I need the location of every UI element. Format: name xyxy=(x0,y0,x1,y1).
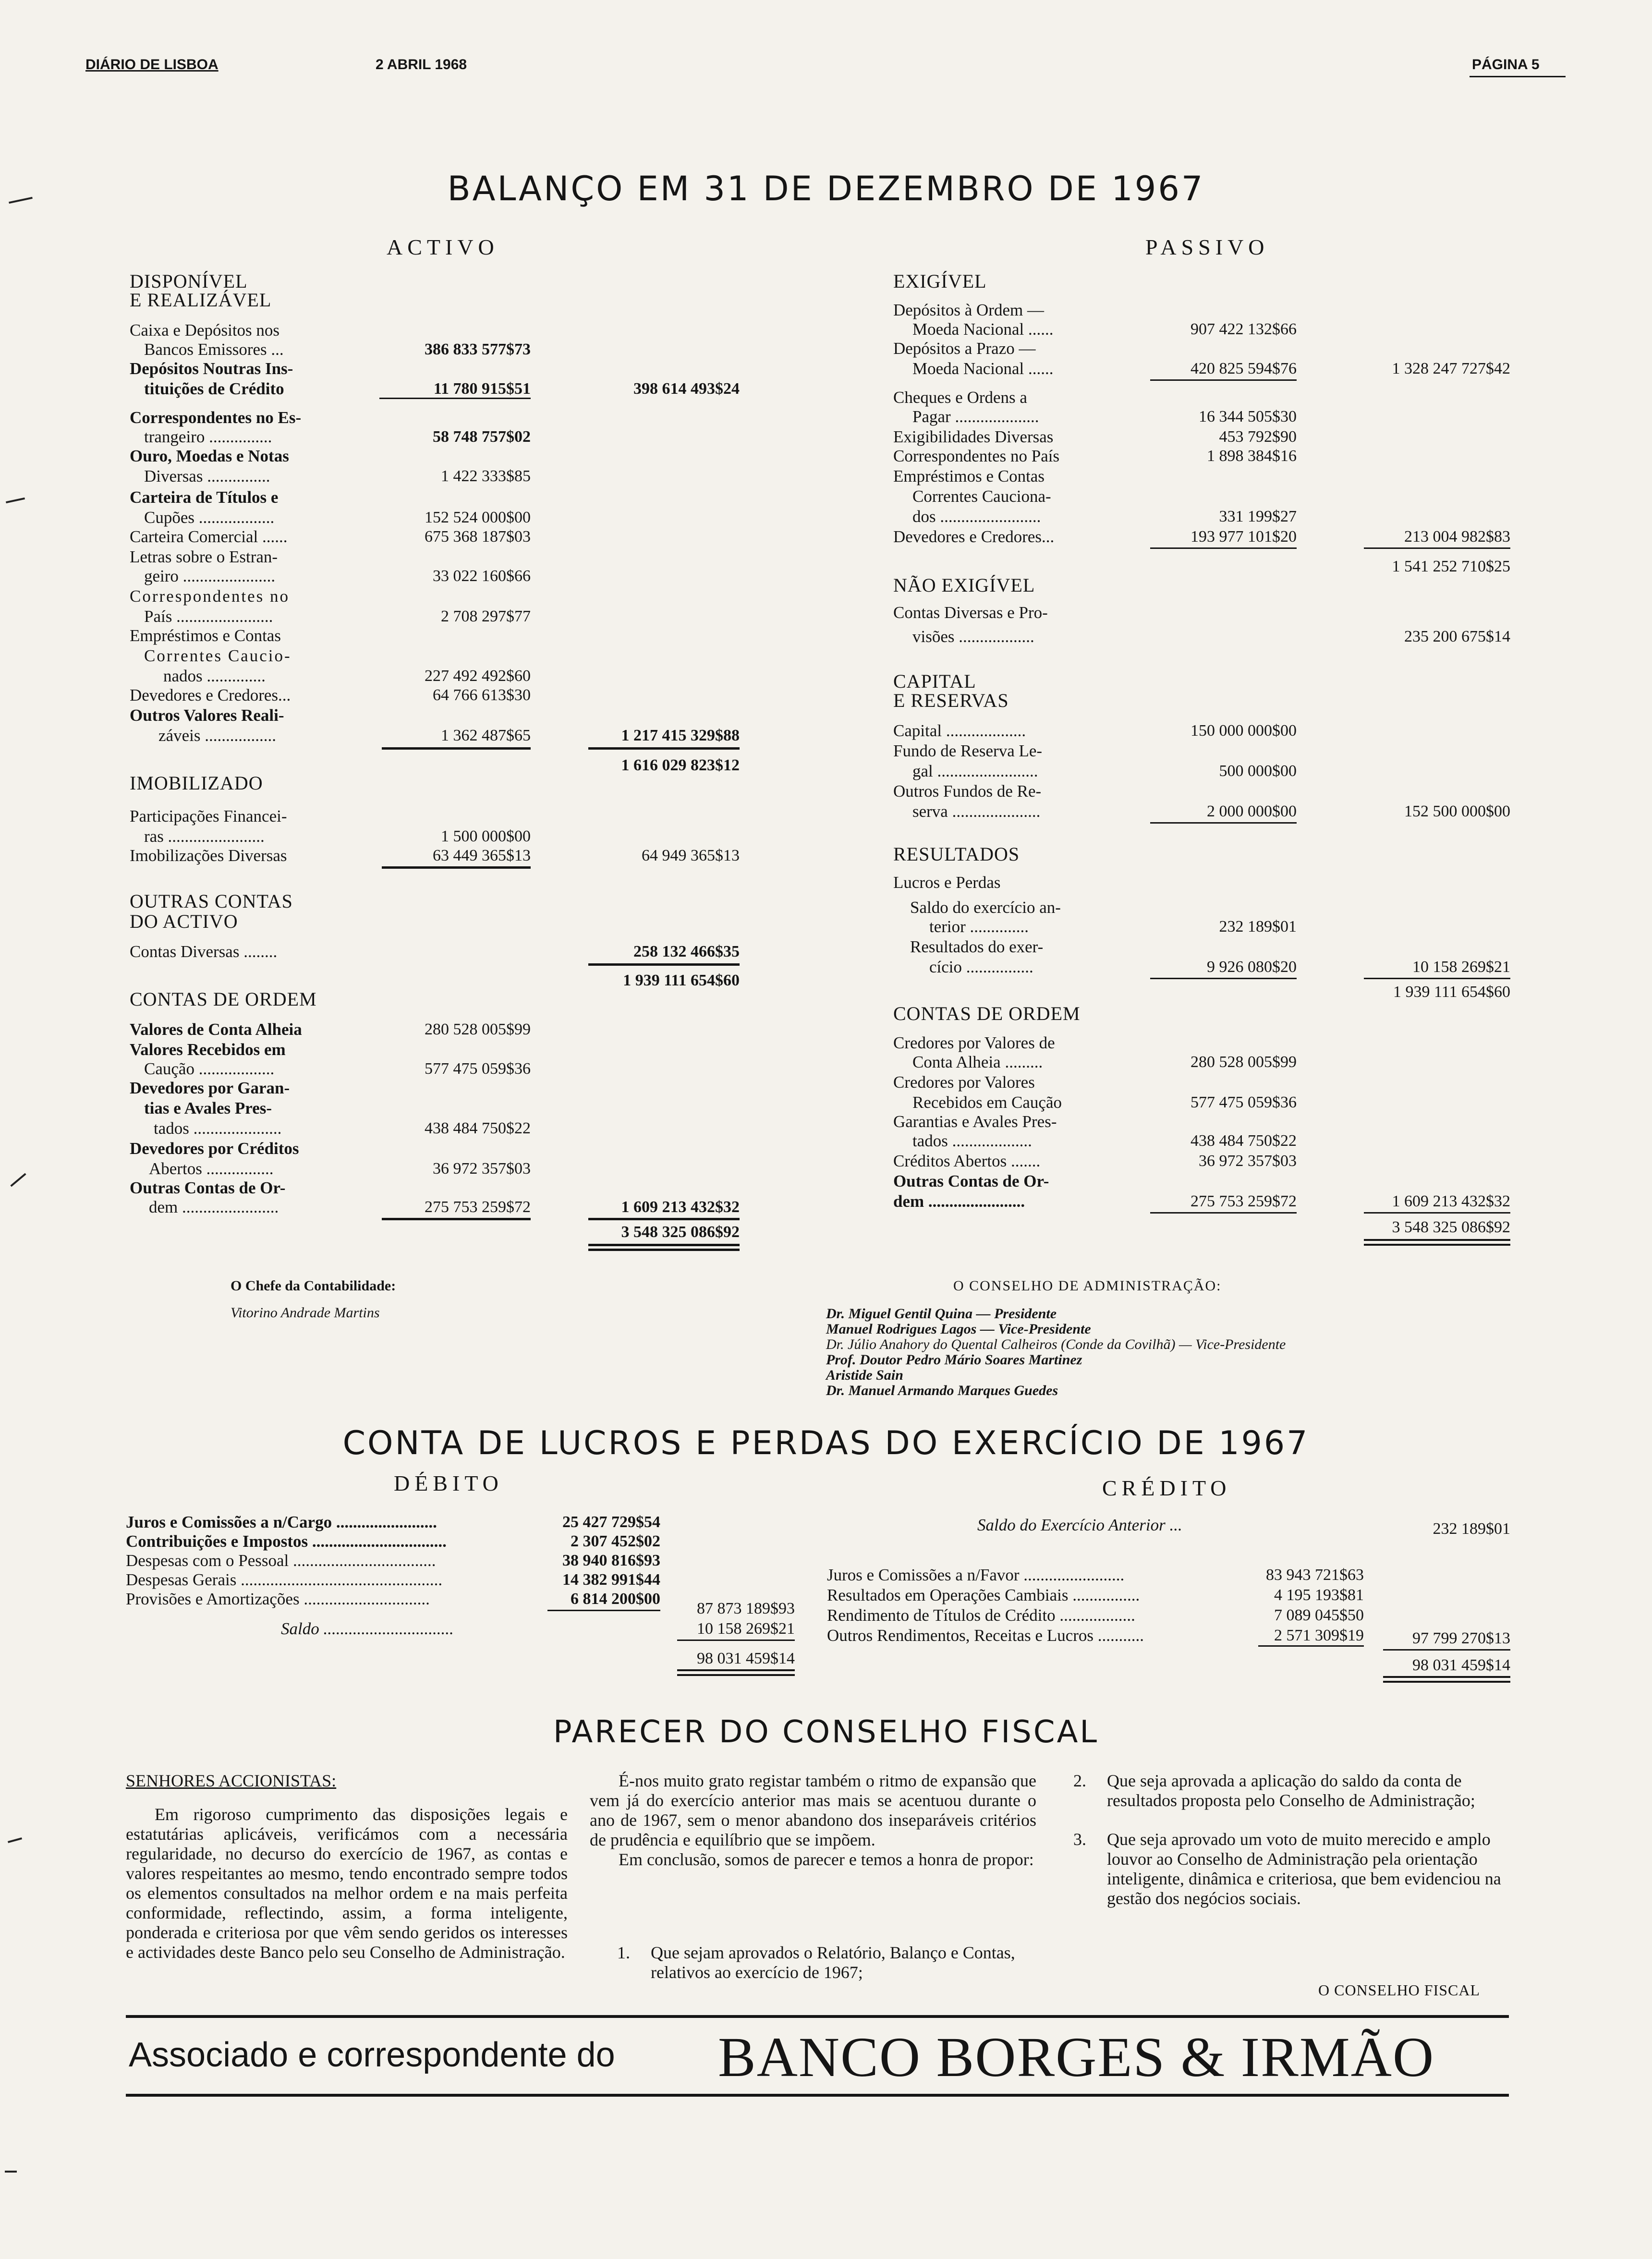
debit-item: Contribuições e Impostos ................................ xyxy=(126,1532,447,1551)
value: 280 528 005$99 xyxy=(425,1020,531,1038)
section-exigivel: EXIGÍVEL xyxy=(893,270,987,292)
row-label: ras ....................... xyxy=(144,827,265,846)
row-label: Imobilizações Diversas xyxy=(130,846,287,865)
value: 64 766 613$30 xyxy=(433,686,531,704)
credit-item: Rendimento de Títulos de Crédito .................. xyxy=(827,1606,1135,1625)
section-disponivel: E REALIZÁVEL xyxy=(130,289,272,311)
row-label: Devedores por Créditos xyxy=(130,1139,299,1158)
subtotal: 1 609 213 432$32 xyxy=(621,1198,740,1216)
value: 275 753 259$72 xyxy=(425,1198,531,1216)
row-label: Carteira Comercial ...... xyxy=(130,527,288,546)
grand-total: 3 548 325 086$92 xyxy=(1392,1218,1510,1236)
row-label: Correntes Caucio- xyxy=(144,646,292,665)
subtotal: 213 004 982$83 xyxy=(1404,528,1510,546)
row-label: Credores por Valores de xyxy=(893,1033,1055,1052)
section-outras-contas: DO ACTIVO xyxy=(130,911,238,932)
subtotal-rule xyxy=(588,963,740,966)
row-label: Lucros e Perdas xyxy=(893,873,1001,892)
row-label: nados .............. xyxy=(163,667,266,685)
row-label: Outras Contas de Or- xyxy=(130,1178,286,1197)
row-label: Correntes Cauciona- xyxy=(912,487,1051,506)
value: 1 362 487$65 xyxy=(441,727,531,744)
subtotal: 64 949 365$13 xyxy=(642,847,740,864)
value: 275 753 259$72 xyxy=(1190,1192,1297,1210)
paragraph-text: Em conclusão, somos de parecer e temos a honra de propor: xyxy=(619,1850,1034,1869)
margin-mark xyxy=(8,1837,22,1843)
passivo-heading: PASSIVO xyxy=(1145,235,1269,259)
row-label: Contas Diversas e Pro- xyxy=(893,603,1048,622)
subtotal-rule xyxy=(382,1218,531,1220)
row-label: Outros Fundos de Re- xyxy=(893,782,1042,801)
row-label: serva ..................... xyxy=(912,802,1041,821)
row-label: Abertos ................ xyxy=(149,1159,274,1178)
row-label: tituições de Crédito xyxy=(144,379,284,398)
row-label: trangeiro ............... xyxy=(144,427,272,446)
row-label: Capital ................... xyxy=(893,721,1026,740)
value: 36 972 357$03 xyxy=(433,1160,531,1178)
value: 438 484 750$22 xyxy=(425,1119,531,1137)
row-label: Participações Financei- xyxy=(130,807,287,826)
subtotal-rule xyxy=(588,1218,740,1220)
value: 1 898 384$16 xyxy=(1207,447,1297,465)
double-rule xyxy=(588,1249,740,1251)
list-item xyxy=(1073,1771,1506,1810)
row-label: Outras Contas de Or- xyxy=(893,1172,1049,1190)
margin-mark xyxy=(5,2171,17,2173)
row-label: Recebidos em Caução xyxy=(912,1093,1062,1112)
item-text: Que seja aprovado um voto de muito merecido e amplo louvor ao Conselho de Administração pela orientação inteligente, dinâmica e criteriosa, que bem evidenciou na gestão dos negócios sociais. xyxy=(1107,1830,1501,1908)
debit-subtotal: 87 873 189$93 xyxy=(697,1600,795,1617)
row-label: záveis ................. xyxy=(158,726,276,745)
row-label: Outros Valores Reali- xyxy=(130,706,284,725)
item-text: Que sejam aprovados o Relatório, Balanço e Contas, relativos ao exercício de 1967; xyxy=(651,1943,1015,1982)
total: 1 939 111 654$60 xyxy=(623,972,740,989)
credit-value: 7 089 045$50 xyxy=(1274,1606,1364,1624)
pl-title: CONTA DE LUCROS E PERDAS DO EXERCÍCIO DE 1967 xyxy=(342,1424,1310,1462)
value: 227 492 492$60 xyxy=(425,667,531,685)
subtotal-rule xyxy=(1364,978,1510,979)
subtotal: 152 500 000$00 xyxy=(1404,802,1510,820)
chefe-title: O Chefe da Contabilidade: xyxy=(231,1278,396,1294)
row-label: Fundo de Reserva Le- xyxy=(893,741,1043,760)
row-label: cício ................ xyxy=(929,958,1033,976)
value: 500 000$00 xyxy=(1219,762,1297,780)
subtotal-rule xyxy=(1150,822,1297,824)
row-label: Empréstimos e Contas xyxy=(130,626,281,645)
debito-heading: DÉBITO xyxy=(394,1471,503,1495)
list-item xyxy=(617,1943,1035,1982)
row-label: Depósitos Noutras Ins- xyxy=(130,359,293,378)
row-label: Cheques e Ordens a xyxy=(893,388,1027,407)
row-label: Correspondentes no xyxy=(130,587,290,606)
row-label: Correspondentes no País xyxy=(893,447,1060,465)
row-label: gal ........................ xyxy=(912,762,1038,780)
debit-item: Despesas Gerais ................................................ xyxy=(126,1570,443,1589)
footer-bottom-rule xyxy=(126,2094,1509,2097)
subtotal-rule xyxy=(1150,379,1297,381)
row-label: Ouro, Moedas e Notas xyxy=(130,447,289,465)
board-member: Aristide Sain xyxy=(826,1367,903,1383)
subtotal: 235 200 675$14 xyxy=(1404,628,1510,645)
double-rule xyxy=(1383,1681,1510,1683)
value: 577 475 059$36 xyxy=(1190,1093,1297,1111)
item-number: 1. xyxy=(617,1943,630,1962)
row-label: Cupões .................. xyxy=(144,508,275,527)
row-label: Bancos Emissores ... xyxy=(144,340,284,359)
row-label: visões .................. xyxy=(912,627,1034,646)
value: 232 189$01 xyxy=(1219,918,1297,935)
subtotal: 1 328 247 727$42 xyxy=(1392,360,1510,377)
item-text: Que seja aprovada a aplicação do saldo da conta de resultados proposta pelo Conselho de Administração; xyxy=(1107,1771,1475,1810)
credit-item: Saldo do Exercício Anterior ... xyxy=(977,1516,1182,1534)
section-disponivel: DISPONÍVEL xyxy=(130,270,248,292)
credit-total: 98 031 459$14 xyxy=(1412,1656,1510,1674)
value: 16 344 505$30 xyxy=(1199,408,1297,425)
salutation: SENHORES ACCIONISTAS: xyxy=(126,1771,337,1790)
section-capital: CAPITAL xyxy=(893,670,976,692)
row-label: Carteira de Títulos e xyxy=(130,488,279,507)
value: 386 833 577$73 xyxy=(425,340,531,358)
credit-value: 83 943 721$63 xyxy=(1266,1566,1364,1584)
double-rule xyxy=(588,1244,740,1246)
saldo-label: Saldo ............................... xyxy=(281,1619,454,1638)
credit-value: 4 195 193$81 xyxy=(1274,1586,1364,1604)
section-nao-exigivel: NÃO EXIGÍVEL xyxy=(893,574,1035,596)
margin-mark xyxy=(10,1173,26,1187)
debit-item: Juros e Comissões a n/Cargo ........................ xyxy=(126,1513,437,1531)
value: 11 780 915$51 xyxy=(433,380,531,398)
row-label: tados ..................... xyxy=(154,1119,282,1138)
value: 2 000 000$00 xyxy=(1207,802,1297,820)
value: 9 926 080$20 xyxy=(1207,958,1297,976)
conselho-fiscal-sign: O CONSELHO FISCAL xyxy=(1318,1981,1481,1999)
subtotal-rule xyxy=(1150,547,1297,549)
row-label: Depósitos à Ordem — xyxy=(893,301,1044,319)
row-label: Caixa e Depósitos nos xyxy=(130,321,280,340)
list-item xyxy=(1073,1830,1506,1908)
row-label: Letras sobre o Estran- xyxy=(130,547,278,566)
parecer-paragraph xyxy=(126,1805,568,1962)
value: 193 977 101$20 xyxy=(1190,528,1297,546)
debit-value: 25 427 729$54 xyxy=(562,1513,660,1531)
footer-top-rule xyxy=(126,2015,1509,2018)
board-member: Dr. Miguel Gentil Quina — Presidente xyxy=(826,1306,1057,1322)
value: 331 199$27 xyxy=(1219,508,1297,525)
page-number: PÁGINA 5 xyxy=(1472,57,1540,73)
row-label: dos ........................ xyxy=(912,507,1041,526)
row-label: dem ....................... xyxy=(893,1192,1025,1211)
bank-name: BANCO BORGES & IRMÃO xyxy=(718,2026,1435,2089)
board-member: Dr. Júlio Anahory do Quental Calheiros (Conde da Covilhã) — Vice-Presidente xyxy=(826,1336,1286,1352)
subtotal: 1 616 029 823$12 xyxy=(621,756,740,774)
grand-total: 3 548 325 086$92 xyxy=(621,1223,740,1241)
subtotal-rule xyxy=(382,747,531,750)
value: 438 484 750$22 xyxy=(1190,1132,1297,1150)
debit-item: Provisões e Amortizações .............................. xyxy=(126,1590,430,1608)
subtotal-rule xyxy=(1150,1212,1297,1214)
value: 33 022 160$66 xyxy=(433,567,531,585)
row-label: Credores por Valores xyxy=(893,1073,1035,1092)
board-member: Dr. Manuel Armando Marques Guedes xyxy=(826,1383,1058,1398)
subtotal-rule xyxy=(677,1640,795,1641)
row-label: Valores de Conta Alheia xyxy=(130,1020,302,1039)
row-label: Garantias e Avales Pres- xyxy=(893,1112,1057,1131)
value: 58 748 757$02 xyxy=(433,428,531,446)
paragraph-text: É-nos muito grato registar também o ritmo de expansão que vem já do exercício anterior mas mais se acentuou durante o ano de 1967, sem o menor abandono dos inseparáveis critérios de prudência e equilíbrio que se impõem. xyxy=(590,1771,1036,1849)
subtotal-rule xyxy=(382,866,531,869)
total: 1 939 111 654$60 xyxy=(1393,983,1510,1001)
subtotal-rule xyxy=(1364,547,1510,549)
credit-item: Outros Rendimentos, Receitas e Lucros ........... xyxy=(827,1626,1144,1645)
row-label: Moeda Nacional ...... xyxy=(912,359,1054,378)
board-member: Prof. Doutor Pedro Mário Soares Martinez xyxy=(826,1352,1082,1368)
double-rule xyxy=(1364,1239,1510,1241)
value: 1 422 333$85 xyxy=(441,467,531,485)
section-contas-ordem: CONTAS DE ORDEM xyxy=(130,988,317,1010)
row-label: Diversas ............... xyxy=(144,467,270,486)
subtotal-rule xyxy=(1383,1649,1510,1651)
chefe-name: Vitorino Andrade Martins xyxy=(231,1305,380,1321)
row-label: tados ................... xyxy=(912,1131,1032,1150)
row-label: Valores Recebidos em xyxy=(130,1040,286,1059)
row-label: Conta Alheia ......... xyxy=(912,1053,1043,1071)
value: 150 000 000$00 xyxy=(1190,722,1297,740)
parecer-paragraph xyxy=(590,1771,1036,1870)
row-label: Devedores e Credores... xyxy=(893,527,1055,546)
value: 907 422 132$66 xyxy=(1190,320,1297,338)
double-rule xyxy=(677,1669,795,1671)
section-resultados: RESULTADOS xyxy=(893,843,1020,865)
subtotal-rule xyxy=(588,747,740,750)
double-rule xyxy=(1383,1676,1510,1678)
row-label: Moeda Nacional ...... xyxy=(912,320,1054,339)
row-label: Créditos Abertos ....... xyxy=(893,1152,1041,1170)
double-rule xyxy=(677,1674,795,1676)
subtotal-rule xyxy=(1150,978,1297,979)
saldo-value: 10 158 269$21 xyxy=(697,1620,795,1638)
debit-value: 14 382 991$44 xyxy=(562,1571,660,1589)
credit-value: 232 189$01 xyxy=(1433,1520,1510,1538)
debit-value: 2 307 452$02 xyxy=(571,1532,660,1550)
row-label: Resultados do exer- xyxy=(910,937,1044,956)
value: 36 972 357$03 xyxy=(1199,1152,1297,1170)
row-label: Devedores por Garan- xyxy=(130,1079,290,1097)
item-number: 2. xyxy=(1073,1771,1086,1790)
credit-subtotal: 97 799 270$13 xyxy=(1412,1629,1510,1647)
row-label: Correspondentes no Es- xyxy=(130,408,302,427)
debit-item: Despesas com o Pessoal .................................. xyxy=(126,1551,436,1570)
double-rule xyxy=(1364,1244,1510,1246)
value: 420 825 594$76 xyxy=(1190,360,1297,377)
activo-heading: ACTIVO xyxy=(387,235,499,259)
credit-item: Resultados em Operações Cambiais ................ xyxy=(827,1586,1140,1604)
value: 152 524 000$00 xyxy=(425,509,531,526)
section-contas-ordem: CONTAS DE ORDEM xyxy=(893,1003,1081,1024)
row-label: Pagar .................... xyxy=(912,407,1039,426)
value: 63 449 365$13 xyxy=(433,847,531,864)
conselho-title: O CONSELHO DE ADMINISTRAÇÃO: xyxy=(953,1278,1222,1294)
margin-mark xyxy=(6,498,25,503)
value: 1 500 000$00 xyxy=(441,827,531,845)
proposal-list xyxy=(1073,1771,1506,1928)
row-label: dem ....................... xyxy=(149,1198,279,1216)
row-label: Saldo do exercício an- xyxy=(910,898,1061,917)
row-label: Caução .................. xyxy=(144,1059,275,1078)
subtotal: 10 158 269$21 xyxy=(1412,958,1510,976)
credit-value: 2 571 309$19 xyxy=(1274,1627,1364,1644)
subtotal: 1 217 415 329$88 xyxy=(621,727,740,744)
newspaper-name: DIÁRIO DE LISBOA xyxy=(85,57,219,73)
header-rule xyxy=(1470,76,1566,77)
value: 2 708 297$77 xyxy=(441,607,531,625)
subtotal-rule xyxy=(379,398,531,399)
value: 577 475 059$36 xyxy=(425,1060,531,1078)
row-label: Empréstimos e Contas xyxy=(893,467,1045,486)
parecer-title: PARECER DO CONSELHO FISCAL xyxy=(553,1714,1099,1750)
row-label: tias e Avales Pres- xyxy=(144,1099,272,1117)
value: 675 368 187$03 xyxy=(425,528,531,546)
subtotal: 1 541 252 710$25 xyxy=(1392,558,1510,575)
footer-pretext: Associado e correspondente do xyxy=(129,2036,615,2074)
debit-total: 98 031 459$14 xyxy=(697,1650,795,1667)
subtotal: 398 614 493$24 xyxy=(633,380,740,398)
row-label: geiro ...................... xyxy=(144,567,276,585)
section-capital: E RESERVAS xyxy=(893,690,1009,711)
value: 280 528 005$99 xyxy=(1190,1053,1297,1071)
issue-date: 2 ABRIL 1968 xyxy=(376,57,467,73)
paragraph-text: Em rigoroso cumprimento das disposições legais e estatutárias aplicáveis, verificámos com a necessária regularidade, no decurso do exercício de 1967, as contas e valores respeitantes ao mesmo, tendo encontrado sempre todos os elementos consultados na melhor ordem e na mais perfeita conformidade, reflectindo, assim, a forma inteligente, ponderada e criteriosa por que vêm sendo geridos os interesses e actividades deste Banco pelo seu Conselho de Administração. xyxy=(126,1805,568,1962)
credito-heading: CRÉDITO xyxy=(1102,1476,1231,1500)
row-label: Devedores e Credores... xyxy=(130,686,291,704)
row-label: Depósitos a Prazo — xyxy=(893,339,1036,358)
section-outras-contas: OUTRAS CONTAS xyxy=(130,890,293,912)
item-number: 3. xyxy=(1073,1830,1086,1849)
proposal-list xyxy=(617,1943,1035,2002)
subtotal: 258 132 466$35 xyxy=(633,943,740,960)
debit-value: 6 814 200$00 xyxy=(571,1590,660,1608)
row-label: terior .............. xyxy=(929,917,1029,936)
subtotal-rule xyxy=(1364,1212,1510,1214)
credit-item: Juros e Comissões a n/Favor ........................ xyxy=(827,1566,1125,1584)
value: 453 792$90 xyxy=(1219,428,1297,446)
row-label: Exigibilidades Diversas xyxy=(893,427,1054,446)
subtotal: 1 609 213 432$32 xyxy=(1392,1192,1510,1210)
balance-title: BALANÇO EM 31 DE DEZEMBRO DE 1967 xyxy=(447,169,1205,208)
debit-value: 38 940 816$93 xyxy=(562,1552,660,1569)
row-label: País ....................... xyxy=(144,607,273,626)
row-label: Contas Diversas ........ xyxy=(130,942,278,961)
board-member: Manuel Rodrigues Lagos — Vice-Presidente xyxy=(826,1321,1091,1337)
section-imobilizado: IMOBILIZADO xyxy=(130,772,263,794)
